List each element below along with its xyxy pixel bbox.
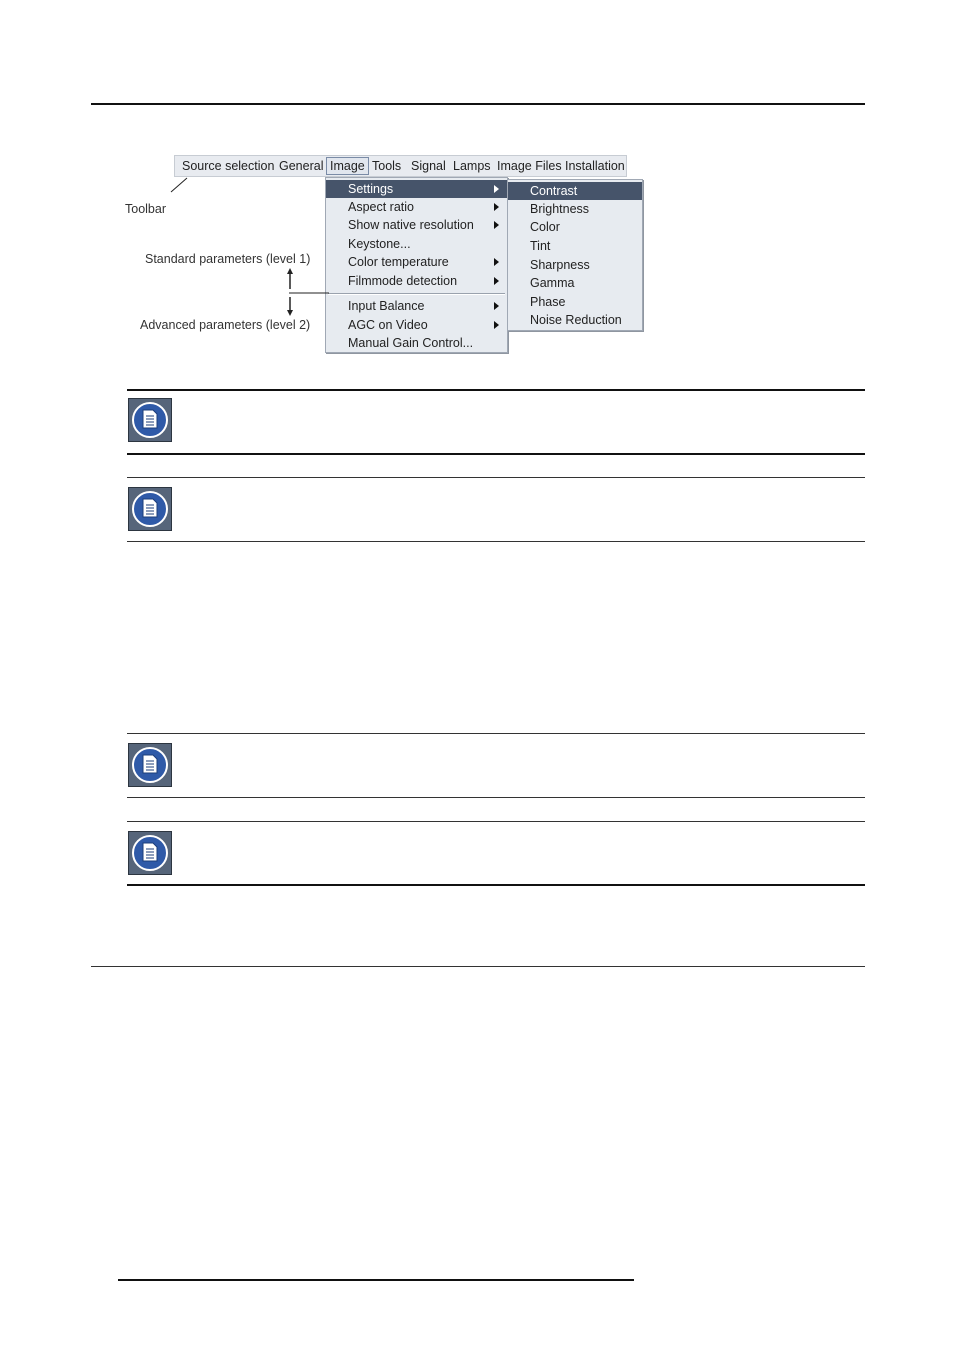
note-rule-top xyxy=(127,389,865,391)
toolbar-item-general[interactable]: General xyxy=(279,159,324,173)
submenu-item-sharpness[interactable]: Sharpness xyxy=(530,258,590,272)
toolbar-item-image-files[interactable]: Image Files xyxy=(497,159,562,173)
submenu-item-contrast[interactable]: Contrast xyxy=(508,182,642,200)
footer-rule xyxy=(118,1279,634,1281)
submenu-item-brightness[interactable]: Brightness xyxy=(530,202,590,216)
note-icon xyxy=(128,743,172,787)
toolbar-item-source-selection[interactable]: Source selection xyxy=(182,159,275,173)
menu-item-label: Filmmode detection xyxy=(348,274,458,288)
submenu-item-gamma[interactable]: Gamma xyxy=(530,276,575,290)
submenu-item-tint[interactable]: Tint xyxy=(530,239,551,253)
menu-item-label: Settings xyxy=(348,182,394,196)
menu-item-label: Color temperature xyxy=(348,255,449,269)
submenu-item-noise-reduction[interactable]: Noise Reduction xyxy=(530,313,622,327)
toolbar-item-lamps[interactable]: Lamps xyxy=(453,159,491,173)
menu-item-label: Aspect ratio xyxy=(348,200,415,214)
menu-item-label: AGC on Video xyxy=(348,318,428,332)
note-icon xyxy=(128,831,172,875)
note-rule-bottom xyxy=(127,797,865,798)
section-rule xyxy=(91,966,865,967)
standard-arrow-head xyxy=(287,268,293,274)
callout-advanced-parameters: Advanced parameters (level 2) xyxy=(140,318,311,332)
note-rule-bottom xyxy=(127,541,865,542)
note-rule-top xyxy=(127,733,865,734)
advanced-arrow-head xyxy=(287,310,293,316)
callout-standard-parameters: Standard parameters (level 1) xyxy=(145,252,311,266)
note-rule-bottom xyxy=(127,453,865,455)
menu-item-label: Manual Gain Control... xyxy=(348,336,474,350)
menu-item-label: Show native resolution xyxy=(348,218,474,232)
callout-lines xyxy=(0,0,954,400)
toolbar-item-installation[interactable]: Installation xyxy=(565,159,625,173)
toolbar-item-tools[interactable]: Tools xyxy=(372,159,402,173)
note-icon xyxy=(128,398,172,442)
note-rule-top xyxy=(127,477,865,478)
callout-toolbar: Toolbar xyxy=(125,202,166,216)
note-icon xyxy=(128,487,172,531)
toolbar-item-image[interactable]: Image xyxy=(326,157,369,175)
note-rule-top xyxy=(127,821,865,822)
note-rule-bottom xyxy=(127,884,865,886)
toolbar-pointer-line xyxy=(171,178,187,192)
menu-item-label: Keystone... xyxy=(348,237,411,251)
menu-item-label: Input Balance xyxy=(348,299,425,313)
submenu-item-color[interactable]: Color xyxy=(530,220,560,234)
toolbar-item-signal[interactable]: Signal xyxy=(411,159,446,173)
submenu-item-phase[interactable]: Phase xyxy=(530,295,566,309)
